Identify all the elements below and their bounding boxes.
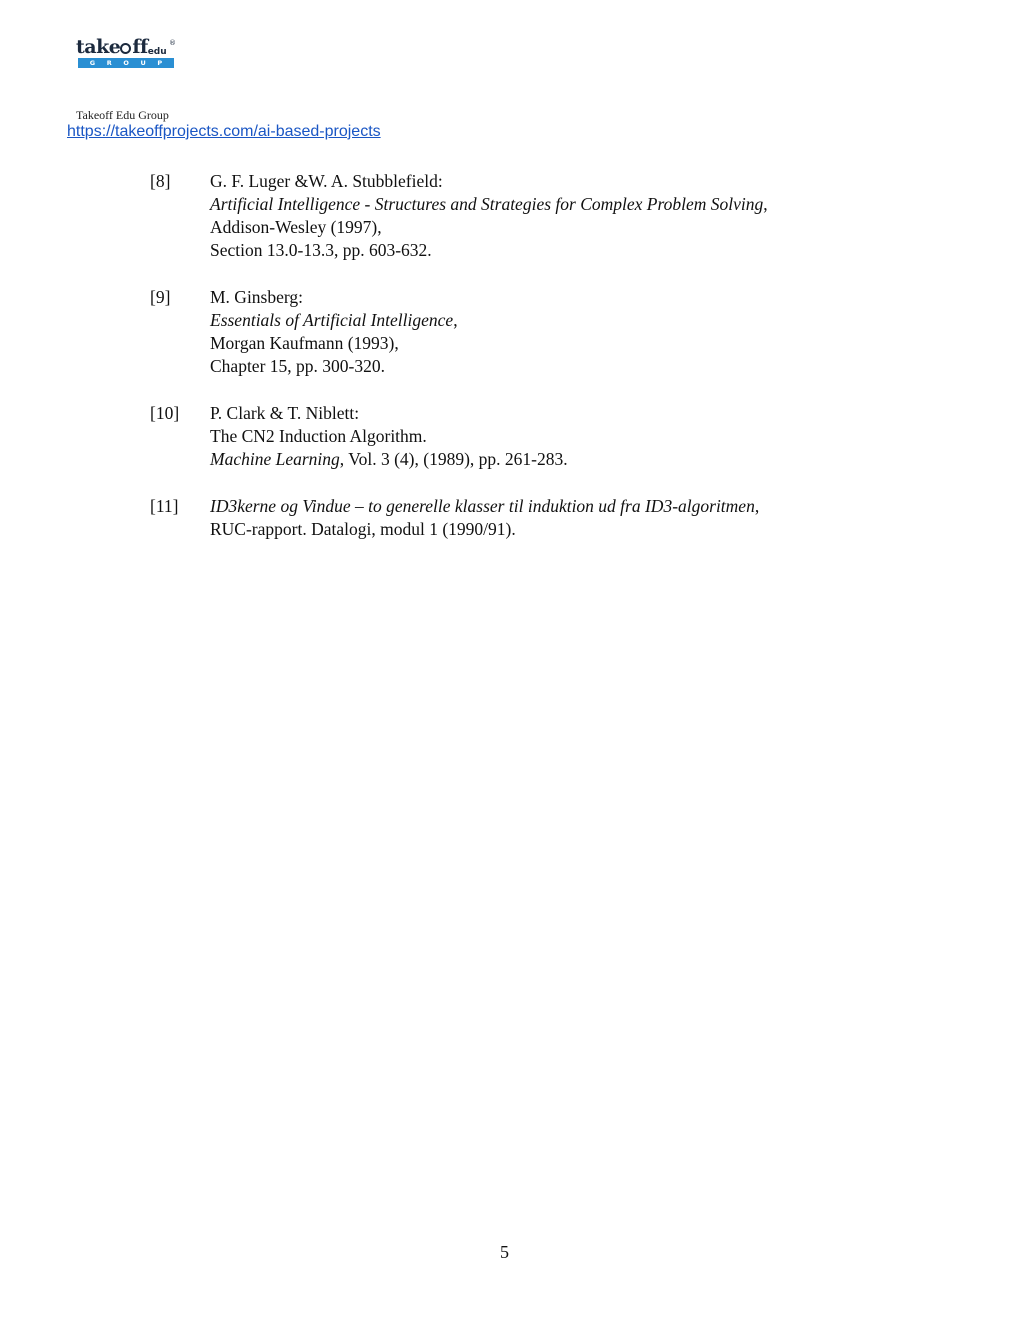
reference-line <box>210 170 768 193</box>
reference-text: Addison-Wesley (1997), <box>210 217 382 237</box>
logo-wordmark <box>76 36 167 58</box>
reference-text: Chapter 15, pp. 300-320. <box>210 356 385 376</box>
reference-line <box>210 239 768 262</box>
org-name: Takeoff Edu Group <box>76 108 169 122</box>
logo-registered-mark: ® <box>169 39 176 47</box>
logo-group-letter: P <box>157 59 163 67</box>
reference-number: [11] <box>150 496 179 516</box>
reference-line <box>210 448 568 471</box>
reference-text: , <box>754 496 760 516</box>
logo-group-bar <box>78 58 174 68</box>
reference-line <box>210 309 458 332</box>
reference-text: RUC-rapport. Datalogi, modul 1 (1990/91). <box>210 519 516 539</box>
reference-title: Essentials of Artificial Intelligence <box>210 310 454 330</box>
reference-text: Section 13.0-13.3, pp. 603-632. <box>210 240 432 260</box>
reference-line <box>210 495 759 518</box>
projects-link[interactable]: https://takeoffprojects.com/ai-based-projects <box>67 123 381 140</box>
reference-line <box>210 518 759 541</box>
reference-text: P. Clark & T. Niblett: <box>210 403 360 423</box>
reference-number: [10] <box>150 403 180 423</box>
reference-text: , Vol. 3 (4), (1989), pp. 261-283. <box>339 449 568 469</box>
reference-line <box>210 216 768 239</box>
reference-number: [9] <box>150 287 171 307</box>
reference-line <box>210 193 768 216</box>
reference-text: , <box>453 310 458 330</box>
logo-group-letter: G <box>89 59 96 67</box>
reference-line <box>210 286 458 309</box>
reference-title: Machine Learning <box>210 449 340 469</box>
logo-o-mark <box>120 43 131 54</box>
reference-line <box>210 355 458 378</box>
reference-body <box>210 495 759 541</box>
reference-body <box>210 402 568 471</box>
reference-number: [8] <box>150 171 171 191</box>
reference-body <box>210 286 458 378</box>
reference-text: M. Ginsberg: <box>210 287 304 307</box>
reference-body <box>210 170 768 262</box>
reference-text: Morgan Kaufmann (1993), <box>210 333 399 353</box>
page-number: 5 <box>500 1242 509 1262</box>
reference-text: , <box>763 194 768 214</box>
reference-line <box>210 402 568 425</box>
reference-line <box>210 425 568 448</box>
reference-text: G. F. Luger &W. A. Stubblefield: <box>210 171 443 191</box>
logo-word: take <box>76 36 121 58</box>
logo-word-rest: ff <box>132 36 148 58</box>
logo-edu: edu <box>147 47 167 57</box>
logo-group-letter: O <box>123 59 129 67</box>
takeoff-logo <box>76 36 176 70</box>
logo-group-letter: U <box>140 59 146 67</box>
logo-group-letter: R <box>106 59 112 67</box>
reference-line <box>210 332 458 355</box>
reference-title: Artificial Intelligence - Structures and Strategies for Complex Problem Solving <box>210 194 764 214</box>
reference-title: ID3kerne og Vindue – to generelle klasser til induktion ud fra ID3-algoritmen <box>210 496 755 516</box>
reference-text: The CN2 Induction Algorithm. <box>210 426 427 446</box>
